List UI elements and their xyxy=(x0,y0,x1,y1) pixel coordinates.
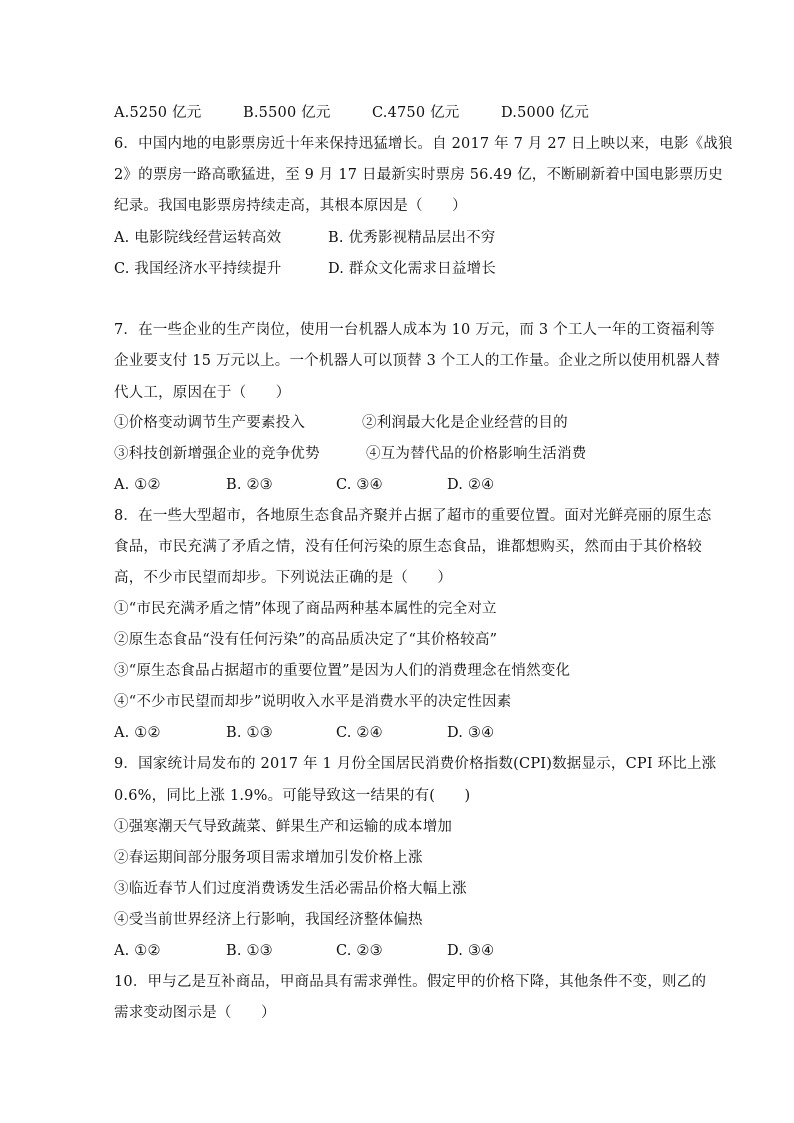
q6-option-b: B. 优秀影视精品层出不穷 xyxy=(328,230,496,246)
q7-statement-2: ②利润最大化是企业经营的目的 xyxy=(362,415,568,431)
q6-stem-line-3: 纪录。我国电影票房持续走高，其根本原因是（ ） xyxy=(114,198,467,214)
q8-option-c: C. ②④ xyxy=(336,725,383,741)
q6-option-c: C. 我国经济水平持续提升 xyxy=(114,261,282,277)
q8-statement-4: ④“不少市民望而却步”说明收入水平是消费水平的决定性因素 xyxy=(114,694,512,710)
q5-option-a: A.5250 亿元 xyxy=(114,105,202,121)
q8-statement-3: ③“原生态食品占据超市的重要位置”是因为人们的消费理念在悄然变化 xyxy=(114,663,571,679)
q5-option-b: B.5500 亿元 xyxy=(243,105,331,121)
q9-option-a: A. ①② xyxy=(114,943,161,959)
q7-option-b: B. ②③ xyxy=(226,477,273,493)
q7-option-d: D. ②④ xyxy=(447,477,495,493)
q9-option-c: C. ②③ xyxy=(336,943,383,959)
q5-option-d: D.5000 亿元 xyxy=(501,105,590,121)
q7-stem-line-1: 7．在一些企业的生产岗位，使用一台机器人成本为 10 万元，而 3 个工人一年的工资福利等 xyxy=(114,322,715,338)
q8-option-a: A. ①② xyxy=(114,725,161,741)
q9-option-b: B. ①③ xyxy=(226,943,273,959)
q5-option-c: C.4750 亿元 xyxy=(372,105,460,121)
q7-option-c: C. ③④ xyxy=(336,477,383,493)
q8-statement-2: ②原生态食品“没有任何污染”的高品质决定了“其价格较高” xyxy=(114,632,498,648)
q9-statement-3: ③临近春节人们过度消费诱发生活必需品价格大幅上涨 xyxy=(114,881,467,897)
q7-statement-4: ④互为替代品的价格影响生活消费 xyxy=(366,446,587,462)
q7-statement-1: ①价格变动调节生产要素投入 xyxy=(114,415,306,431)
q8-stem-line-3: 高，不少市民望而却步。下列说法正确的是（ ） xyxy=(114,570,453,586)
q6-option-d: D. 群众文化需求日益增长 xyxy=(328,261,496,277)
q8-option-b: B. ①③ xyxy=(226,725,273,741)
q8-stem-line-1: 8．在一些大型超市，各地原生态食品齐聚并占据了超市的重要位置。面对光鲜亮丽的原生态 xyxy=(114,508,712,524)
q6-stem-line-1: 6．中国内地的电影票房近十年来保持迅猛增长。自 2017 年 7 月 27 日上映以来，电影《战狼 xyxy=(114,136,733,152)
q6-stem-line-2: 2》的票房一路高歌猛进，至 9 月 17 日最新实时票房 56.49 亿，不断刷新着中国电影票历史 xyxy=(114,167,723,183)
q6-option-a: A. 电影院线经营运转高效 xyxy=(114,230,282,246)
q7-statement-3: ③科技创新增强企业的竞争优势 xyxy=(114,446,320,462)
q10-stem-line-2: 需求变动图示是（ ） xyxy=(114,1005,276,1021)
q9-statement-1: ①强寒潮天气导致蔬菜、鲜果生产和运输的成本增加 xyxy=(114,819,453,835)
q9-stem-line-2: 0.6%，同比上涨 1.9%。可能导致这一结果的有( ) xyxy=(114,788,471,804)
q7-stem-line-2: 企业要支付 15 万元以上。一个机器人可以顶替 3 个工人的工作量。企业之所以使用机器人替 xyxy=(114,353,721,369)
q9-stem-line-1: 9．国家统计局发布的 2017 年 1 月份全国居民消费价格指数(CPI)数据显示，CPI 环比上涨 xyxy=(114,756,717,772)
q9-option-d: D. ③④ xyxy=(447,943,495,959)
q7-stem-line-3: 代人工，原因在于（ ） xyxy=(114,385,291,401)
q9-statement-2: ②春运期间部分服务项目需求增加引发价格上涨 xyxy=(114,850,423,866)
q8-statement-1: ①“市民充满矛盾之情”体现了商品两种基本属性的完全对立 xyxy=(114,601,497,617)
q10-stem-line-1: 10．甲与乙是互补商品，甲商品具有需求弹性。假定甲的价格下降，其他条件不变，则乙的 xyxy=(114,974,707,990)
q8-stem-line-2: 食品，市民充满了矛盾之情，没有任何污染的原生态食品，谁都想购买，然而由于其价格较 xyxy=(114,539,702,555)
q8-option-d: D. ③④ xyxy=(447,725,495,741)
q7-option-a: A. ①② xyxy=(114,477,161,493)
q9-statement-4: ④受当前世界经济上行影响，我国经济整体偏热 xyxy=(114,912,423,928)
